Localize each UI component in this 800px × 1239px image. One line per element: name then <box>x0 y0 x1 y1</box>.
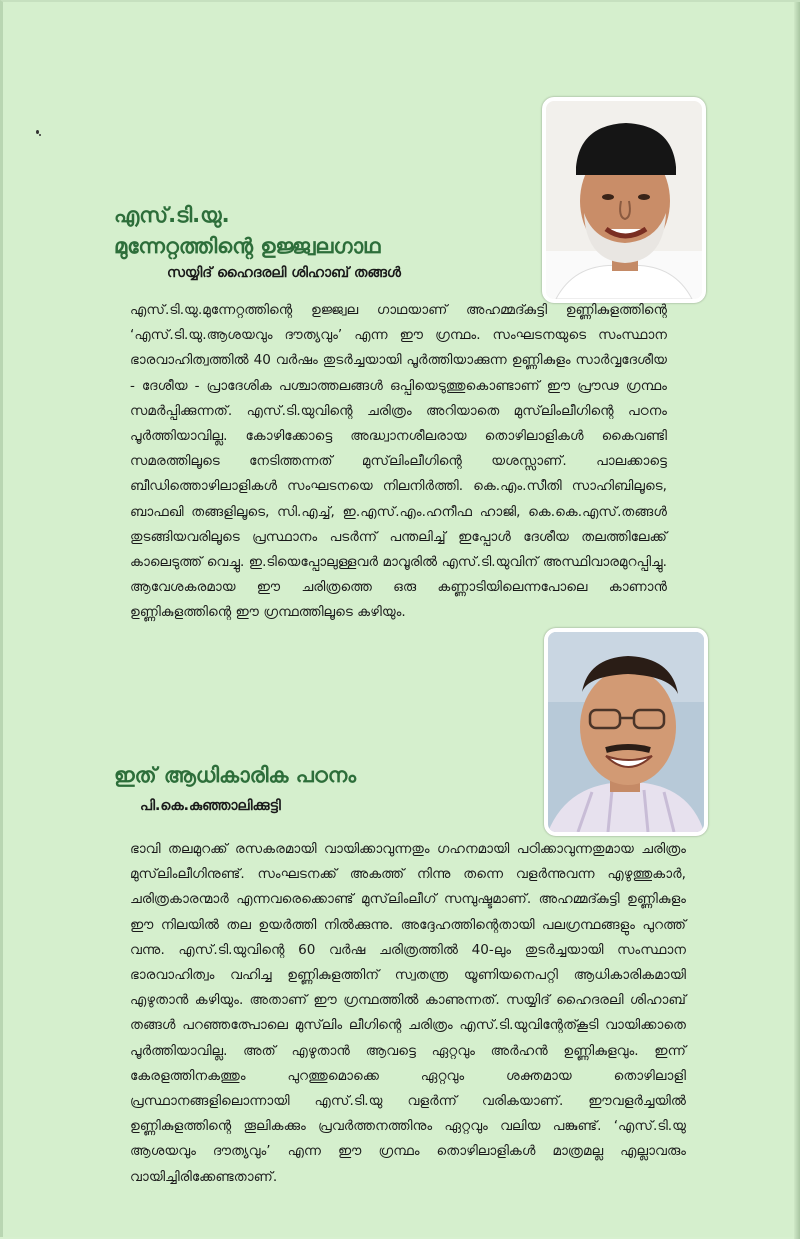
portrait-photo-kunhalikutty <box>544 628 708 836</box>
section1-heading-line2: മുന്നേറ്റത്തിന്റെ ഉജ്ജ്വലഗാഥ <box>114 234 381 258</box>
section2-author: പി.കെ.കുഞ്ഞാലിക്കുട്ടി <box>140 798 281 814</box>
portrait-man-black-cap-icon <box>546 101 702 299</box>
section2-heading: ഇത് ആധികാരിക പഠനം <box>114 763 356 787</box>
section1-body: എസ്.ടി.യു.മുന്നേറ്റത്തിന്റെ ഉജ്ജ്വല ഗാഥയാണ് അഹമ്മദ്കുട്ടി ഉണ്ണികുളത്തിന്റെ ‘എസ്.ടി.യു.ആശയവും ദൗത്യവും’ എന്ന ഈ ഗ്രന്ഥം. സംഘടനയുടെ സംസ്ഥാന ഭാരവാഹിത്വത്തിൽ 40 വർഷം തുടർച്ചയായി പൂർത്തിയാക്കുന്ന ഉണ്ണികുളം സാർവ്വദേശീയ - ദേശീയ - പ്രാദേശിക പശ്ചാത്തലങ്ങൾ ഒപ്പിയെടുത്തുകൊണ്ടാണ് ഈ പ്രൗഢ ഗ്രന്ഥം സമർപ്പിക്കുന്നത്. എസ്.ടി.യുവിന്റെ ചരിത്രം അറിയാതെ മുസ്‌ലിംലീഗിന്റെ പഠനം പൂർത്തിയാവില്ല. കോഴിക്കോട്ടെ അദ്ധ്വാനശീലരായ തൊഴിലാളികൾ കൈവണ്ടി സമരത്തിലൂടെ നേടിത്തന്നത് മുസ്‌ലിംലീഗിന്റെ യശസ്സാണ്. പാലക്കാട്ടെ ബീഡിത്തൊഴിലാളികൾ സംഘടനയെ നിലനിർത്തി. കെ.എം.സീതി സാഹിബിലൂടെ, ബാഫഖി തങ്ങളിലൂടെ, സി.എച്ച്, ഇ.എസ്.എം.ഹനീഫ ഹാജി, കെ.കെ.എസ്.തങ്ങൾ തുടങ്ങിയവരിലൂടെ പ്രസ്ഥാനം പടർന്ന് പന്തലിച്ച് ഇപ്പോൾ ദേശീയ തലത്തിലേക്ക് കാലെടുത്ത് വെച്ചു. ഇ.ടിയെപ്പോലുള്ളവർ മാവൂരിൽ എസ്.ടി.യുവിന് അസ്ഥിവാരമുറപ്പിച്ചു. ആവേശകരമായ ഈ ചരിത്രത്തെ ഒരു കണ്ണാടിയിലെന്നപോലെ കാണാൻ ഉണ്ണികുളത്തിന്റെ ഈ ഗ്രന്ഥത്തിലൂടെ കഴിയും. <box>130 302 667 621</box>
portrait-photo-hyderali-shihab-thangal <box>542 97 706 303</box>
section2-body: ഭാവി തലമുറക്ക് രസകരമായി വായിക്കാവുന്നതും ഗഹനമായി പഠിക്കാവുന്നതുമായ ചരിത്രം മുസ്‌ലിംലീഗിനുണ്ട്. സംഘടനക്ക് അകത്ത് നിന്നു തന്നെ വളർന്നുവന്ന എഴുത്തുകാർ, ചരിത്രകാരന്മാർ എന്നവരെക്കൊണ്ട് മുസ്‌ലിംലീഗ് സമ്പുഷ്ടമാണ്. അഹമ്മദ്കുട്ടി ഉണ്ണികുളം ഈ നിലയിൽ തല ഉയർത്തി നിൽക്കുന്നു. അദ്ദേഹത്തിന്റെതായി പലഗ്രന്ഥങ്ങളും പുറത്ത് വന്നു. എസ്.ടി.യുവിന്റെ 60 വർഷ ചരിത്രത്തിൽ 40-ലും തുടർച്ചയായി സംസ്ഥാന ഭാരവാഹിത്വം വഹിച്ച ഉണ്ണികുളത്തിന് സ്വതന്ത്ര യൂണിയനെപറ്റി ആധികാരികമായി എഴുതാൻ കഴിയും. അതാണ് ഈ ഗ്രന്ഥത്തിൽ കാണുന്നത്. സയ്യിദ് ഹൈദരലി ശിഹാബ് തങ്ങൾ പറഞ്ഞത്പോലെ മുസ്‌ലിം ലീഗിന്റെ ചരിത്രം എസ്.ടി.യുവിന്റേത്കൂടി വായിക്കാതെ പൂർത്തിയാവില്ല. അത് എഴുതാൻ ആവട്ടെ ഏറ്റവും അർഹൻ ഉണ്ണികുളവും. ഇന്ന് കേരളത്തിനകത്തും പുറത്തുമൊക്കെ ഏറ്റവും ശക്തമായ തൊഴിലാളി പ്രസ്ഥാനങ്ങളിലൊന്നായി എസ്.ടി.യു വളർന്ന് വരികയാണ്. ഈവളർച്ചയിൽ ഉണ്ണികുളത്തിന്റെ തൂലികക്കും പ്രവർത്തനത്തിനും ഏറ്റവും വലിയ പങ്കുണ്ട്. ‘എസ്.ടി.യു ആശയവും ദൗത്യവും’ എന്ന ഈ ഗ്രന്ഥം തൊഴിലാളികൾ മാത്രമല്ല എല്ലാവരും വായിച്ചിരിക്കേണ്ടതാണ്. <box>130 841 686 1185</box>
cover-edge <box>794 2 800 1239</box>
section1-heading-line1: എസ്.ടി.യു. <box>114 203 230 227</box>
print-speck <box>39 134 41 136</box>
section1-author: സയ്യിദ് ഹൈദരലി ശിഹാബ് തങ്ങൾ <box>167 265 401 281</box>
portrait-man-glasses-smiling-icon <box>548 632 704 832</box>
